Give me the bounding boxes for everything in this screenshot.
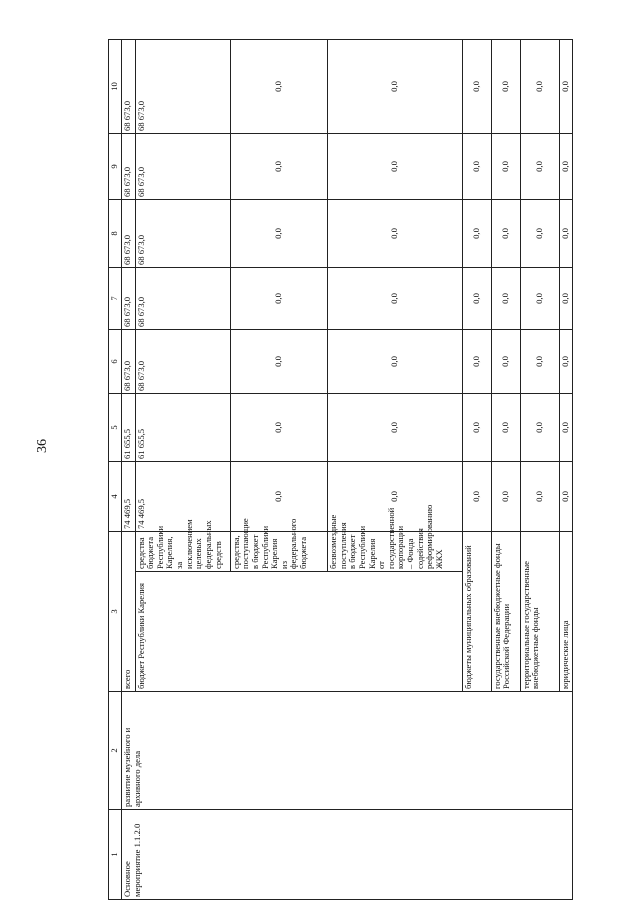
value-cell: 0,0 <box>230 393 327 461</box>
value-cell: 0,0 <box>462 329 491 393</box>
value-cell: 0,0 <box>491 39 520 133</box>
budget-table <box>108 39 573 900</box>
value-cell: 0,0 <box>491 329 520 393</box>
value-cell: 0,0 <box>328 461 463 531</box>
value-cell: 0,0 <box>559 461 572 531</box>
value-cell: 0,0 <box>559 39 572 133</box>
value-cell: 68 673,0 <box>122 267 135 329</box>
value-cell: 0,0 <box>230 461 327 531</box>
value-cell: 0,0 <box>328 133 463 199</box>
value-cell: 61 655,5 <box>122 393 135 461</box>
value-cell: 68 673,0 <box>122 39 135 133</box>
value-cell: 68 673,0 <box>135 267 230 329</box>
value-cell: 0,0 <box>328 393 463 461</box>
value-cell: 0,0 <box>491 267 520 329</box>
value-cell: 74 469,5 <box>122 461 135 531</box>
value-cell: 0,0 <box>328 199 463 267</box>
source-sublabel: средства бюджета Республики Карелия, за исключением целевых федеральных средств <box>135 531 230 571</box>
value-cell: 0,0 <box>559 329 572 393</box>
value-cell: 0,0 <box>462 267 491 329</box>
value-cell: 0,0 <box>520 393 559 461</box>
header-col-9: 9 <box>109 133 122 199</box>
value-cell: 68 673,0 <box>122 329 135 393</box>
value-cell: 0,0 <box>559 393 572 461</box>
value-cell: 0,0 <box>462 39 491 133</box>
activity-code-cell: Основное мероприятие 1.1.2.0 <box>122 810 573 900</box>
source-label: территориальные государственные внебюджетные фонды <box>520 531 559 691</box>
header-col-4: 4 <box>109 461 122 531</box>
value-cell: 0,0 <box>559 267 572 329</box>
value-cell: 61 655,5 <box>135 393 230 461</box>
header-col-7: 7 <box>109 267 122 329</box>
source-sublabel: безвозмездные поступления в бюджет Республики Карелия от государственной корпорации – Фонда содействия реформированию ЖКХ <box>328 531 463 571</box>
value-cell: 0,0 <box>230 329 327 393</box>
value-cell: 0,0 <box>462 133 491 199</box>
value-cell: 0,0 <box>328 329 463 393</box>
value-cell: 0,0 <box>559 133 572 199</box>
rotated-table-sheet <box>108 40 573 900</box>
value-cell: 0,0 <box>520 329 559 393</box>
value-cell: 68 673,0 <box>135 133 230 199</box>
value-cell: 0,0 <box>520 267 559 329</box>
value-cell: 0,0 <box>462 461 491 531</box>
value-cell: 68 673,0 <box>135 199 230 267</box>
page-number: 36 <box>35 439 50 453</box>
header-col-8: 8 <box>109 199 122 267</box>
value-cell: 0,0 <box>328 39 463 133</box>
source-sublabel: средства, поступающие в бюджет Республики Карелия из федерального бюджета <box>230 531 327 571</box>
value-cell: 0,0 <box>230 267 327 329</box>
header-col-10: 10 <box>109 39 122 133</box>
value-cell: 0,0 <box>230 199 327 267</box>
value-cell: 0,0 <box>491 199 520 267</box>
value-cell: 0,0 <box>491 133 520 199</box>
value-cell: 0,0 <box>462 199 491 267</box>
header-row <box>109 39 122 899</box>
header-col-2: 2 <box>109 692 122 810</box>
value-cell: 68 673,0 <box>135 329 230 393</box>
value-cell: 68 673,0 <box>122 133 135 199</box>
source-label: бюджет Республики Карелия <box>135 572 462 692</box>
value-cell: 68 673,0 <box>122 199 135 267</box>
header-col-3: 3 <box>109 531 122 691</box>
activity-name-cell: развитие музейного и архивного дела <box>122 692 573 810</box>
value-cell: 0,0 <box>559 199 572 267</box>
value-cell: 0,0 <box>230 39 327 133</box>
source-label: государственные внебюджетные фонды Российской Федерации <box>491 531 520 691</box>
source-label: бюджеты муниципальных образований <box>462 531 491 691</box>
value-cell: 0,0 <box>230 133 327 199</box>
header-col-6: 6 <box>109 329 122 393</box>
value-cell: 0,0 <box>520 199 559 267</box>
source-label: всего <box>122 531 135 691</box>
value-cell: 74 469,5 <box>135 461 230 531</box>
value-cell: 0,0 <box>462 393 491 461</box>
value-cell: 0,0 <box>491 461 520 531</box>
header-col-1: 1 <box>109 810 122 900</box>
table-row <box>122 39 135 899</box>
value-cell: 68 673,0 <box>135 39 230 133</box>
value-cell: 0,0 <box>491 393 520 461</box>
value-cell: 0,0 <box>520 133 559 199</box>
header-col-5: 5 <box>109 393 122 461</box>
value-cell: 0,0 <box>520 39 559 133</box>
value-cell: 0,0 <box>520 461 559 531</box>
value-cell: 0,0 <box>328 267 463 329</box>
source-label: юридические лица <box>559 531 572 691</box>
